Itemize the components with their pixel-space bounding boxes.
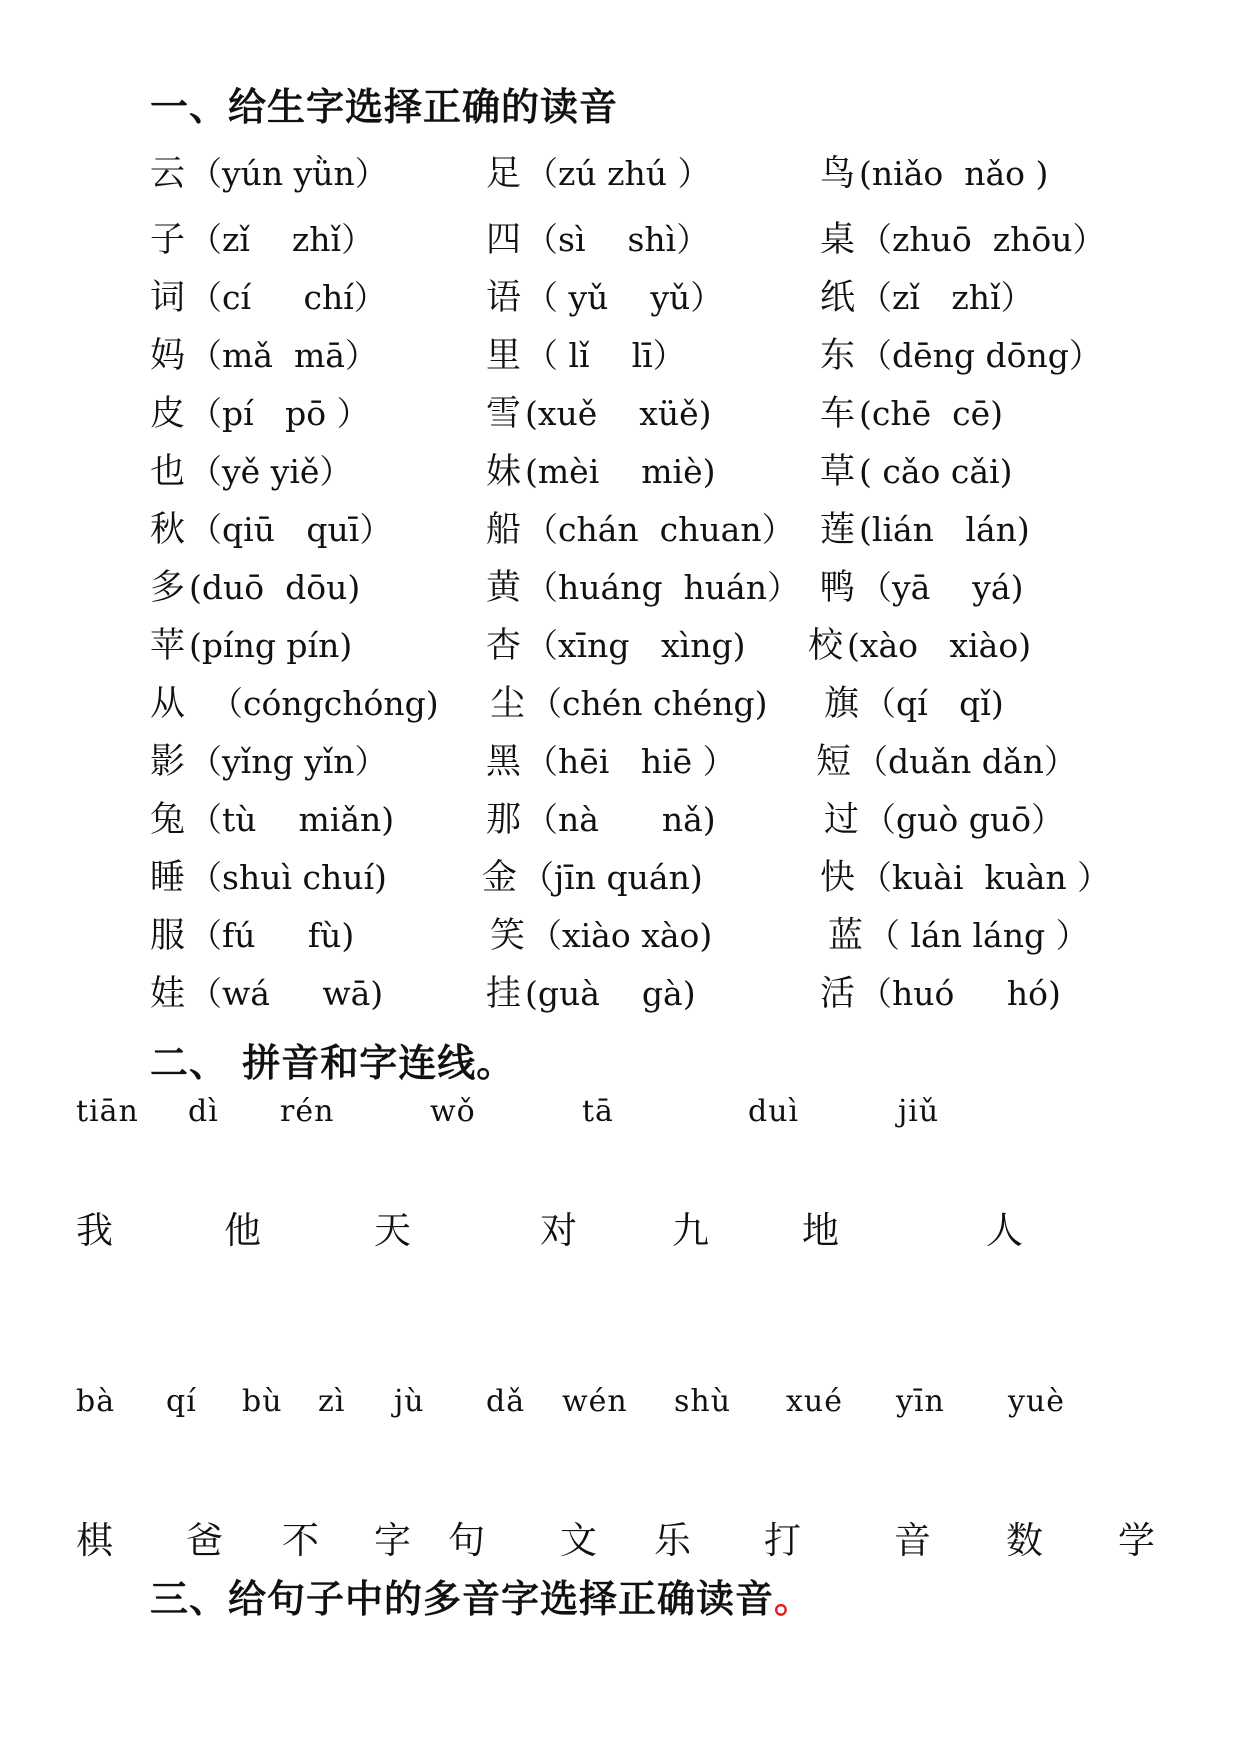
hanzi-char: 船: [486, 510, 522, 550]
pinyin-item: yīn: [896, 1384, 945, 1419]
char-reading-item: [150, 386, 370, 436]
hanzi-item: 我: [76, 1209, 113, 1252]
char-reading-item: [486, 966, 696, 1016]
char-reading-item: [820, 270, 1034, 320]
hanzi-char: 活: [820, 974, 856, 1014]
pinyin-options: （tù miǎn): [189, 800, 395, 839]
hanzi-char: 语: [486, 278, 522, 318]
pinyin-options: （sì shì）: [525, 220, 710, 259]
hanzi-char: 纸: [820, 278, 856, 318]
pinyin-options: （xiào xào): [529, 916, 713, 955]
hanzi-item: 不: [282, 1519, 319, 1562]
pinyin-options: （zǐ zhǐ）: [189, 220, 375, 259]
hanzi-char: 雪: [486, 394, 522, 434]
pinyin-options: （guò guō）: [863, 800, 1064, 839]
char-reading-item: [486, 212, 709, 262]
pinyin-item: zì: [318, 1384, 346, 1419]
pinyin-item: dì: [188, 1094, 219, 1129]
pinyin-options: （wá wā): [189, 974, 384, 1013]
hanzi-item: 天: [374, 1209, 411, 1252]
char-reading-item: [486, 792, 716, 842]
hanzi-char: 黄: [486, 568, 522, 608]
char-reading-item: [486, 502, 795, 552]
hanzi-char: 秋: [150, 510, 186, 550]
char-reading-item: [486, 618, 745, 668]
section1-title: 一、给生字选择正确的读音: [150, 85, 619, 129]
hanzi-char: 妈: [150, 336, 186, 376]
hanzi-char: 那: [486, 800, 522, 840]
pinyin-options: （yě yiě）: [189, 452, 353, 491]
pinyin-options: （hēi hiē ）: [525, 742, 736, 781]
pinyin-options: (chē cē): [859, 394, 1004, 433]
hanzi-char: 也: [150, 452, 186, 492]
pinyin-options: （ lǐ lī）: [525, 336, 686, 375]
pinyin-options: (lián lán): [859, 510, 1030, 549]
hanzi-char: 服: [150, 916, 186, 956]
char-reading-item: [490, 908, 712, 958]
char-reading-item: [150, 328, 378, 378]
char-reading-item: [150, 212, 374, 262]
pinyin-options: (duō dōu): [189, 568, 361, 607]
hanzi-char: 车: [820, 394, 856, 434]
hanzi-char: 桌: [820, 220, 856, 260]
char-reading-item: [150, 792, 394, 842]
char-reading-item: [150, 908, 354, 958]
hanzi-char: 短: [816, 742, 852, 782]
char-reading-item: [824, 676, 1004, 726]
pinyin-options: （kuài kuàn ）: [859, 858, 1111, 897]
char-reading-item: [150, 146, 388, 196]
hanzi-item: 棋: [76, 1519, 113, 1562]
char-reading-item: [150, 270, 387, 320]
hanzi-char: 里: [486, 336, 522, 376]
char-reading-item: [820, 966, 1061, 1016]
hanzi-item: 对: [540, 1209, 577, 1252]
pinyin-options: （qí qǐ): [863, 684, 1004, 723]
hanzi-char: 云: [150, 154, 186, 194]
pinyin-item: qí: [166, 1384, 197, 1419]
hanzi-char: 尘: [490, 684, 526, 724]
char-reading-item: [820, 560, 1023, 610]
hanzi-char: 鸭: [820, 568, 856, 608]
pinyin-item: bà: [76, 1384, 116, 1419]
pinyin-options: （huáng huán）: [525, 568, 800, 607]
pinyin-options: （zǐ zhǐ）: [859, 278, 1034, 317]
char-reading-item: [486, 560, 800, 610]
pinyin-options: （mǎ mā）: [189, 336, 378, 375]
char-reading-item: [486, 146, 711, 196]
pinyin-options: （pí pō ）: [189, 394, 370, 433]
hanzi-char: 兔: [150, 800, 186, 840]
hanzi-char: 睡: [150, 858, 186, 898]
hanzi-item: 打: [764, 1519, 801, 1562]
char-reading-item: [486, 386, 712, 436]
hanzi-char: 挂: [486, 974, 522, 1014]
pinyin-item: duì: [748, 1094, 800, 1129]
hanzi-item: 九: [672, 1209, 709, 1252]
pinyin-options: （yǐng yǐn）: [189, 742, 388, 781]
pinyin-options: （chén chéng): [529, 684, 768, 723]
char-reading-item: [150, 734, 388, 784]
pinyin-options: （yún yǜn）: [189, 154, 388, 193]
pinyin-options: （shuì chuí): [189, 858, 387, 897]
char-reading-item: [820, 212, 1106, 262]
hanzi-item: 地: [802, 1209, 839, 1252]
hanzi-char: 四: [486, 220, 522, 260]
char-reading-item: [820, 850, 1110, 900]
pinyin-item: jù: [394, 1384, 425, 1419]
hanzi-char: 子: [150, 220, 186, 260]
hanzi-item: 字: [374, 1519, 411, 1562]
hanzi-char: 金: [482, 858, 518, 898]
hanzi-char: 词: [150, 278, 186, 318]
hanzi-char: 校: [808, 626, 844, 666]
pinyin-options: (niǎo nǎo ): [859, 154, 1049, 193]
hanzi-item: 人: [986, 1209, 1023, 1252]
pinyin-options: （zhuō zhōu）: [859, 220, 1106, 259]
pinyin-item: xué: [786, 1384, 843, 1419]
hanzi-item: 学: [1118, 1519, 1155, 1562]
hanzi-char: 皮: [150, 394, 186, 434]
pinyin-options: （ lán láng ）: [867, 916, 1089, 955]
pinyin-options: (mèi miè): [525, 452, 716, 491]
char-reading-item: [820, 386, 1003, 436]
hanzi-item: 爸: [186, 1519, 223, 1562]
hanzi-char: 苹: [150, 626, 186, 666]
hanzi-char: 草: [820, 452, 856, 492]
char-reading-item: [150, 502, 392, 552]
hanzi-item: 乐: [654, 1519, 691, 1562]
pinyin-item: wén: [562, 1384, 628, 1419]
char-reading-item: [486, 270, 723, 320]
hanzi-char: 从: [150, 684, 186, 724]
char-reading-item: [808, 618, 1031, 668]
pinyin-options: （duǎn dǎn）: [855, 742, 1077, 781]
char-reading-item: [486, 444, 715, 494]
hanzi-char: 蓝: [828, 916, 864, 956]
pinyin-options: （cóngchóng): [189, 684, 439, 723]
char-reading-item: [150, 444, 352, 494]
pinyin-options: ( cǎo cǎi): [859, 452, 1013, 491]
hanzi-char: 旗: [824, 684, 860, 724]
char-reading-item: [820, 146, 1048, 196]
hanzi-char: 快: [820, 858, 856, 898]
pinyin-options: （zú zhú ）: [525, 154, 711, 193]
pinyin-options: （nà nǎ): [525, 800, 716, 839]
hanzi-item: 文: [560, 1519, 597, 1562]
pinyin-item: rén: [280, 1094, 335, 1129]
pinyin-options: （jīn quán): [521, 858, 703, 897]
pinyin-options: (xào xiào): [847, 626, 1032, 665]
char-reading-item: [820, 502, 1030, 552]
hanzi-char: 东: [820, 336, 856, 376]
pinyin-item: tiān: [76, 1094, 139, 1129]
hanzi-char: 杏: [486, 626, 522, 666]
hanzi-char: 足: [486, 154, 522, 194]
hanzi-char: 笑: [490, 916, 526, 956]
pinyin-options: （dēng dōng）: [859, 336, 1102, 375]
pinyin-options: （cí chí）: [189, 278, 387, 317]
char-reading-item: [150, 676, 439, 726]
char-reading-item: [150, 560, 360, 610]
hanzi-char: 妹: [486, 452, 522, 492]
hanzi-item: 数: [1006, 1519, 1043, 1562]
char-reading-item: [816, 734, 1077, 784]
char-reading-item: [150, 966, 383, 1016]
char-reading-item: [820, 328, 1102, 378]
section2-title: 二、 拼音和字连线。: [150, 1041, 516, 1085]
char-reading-item: [824, 792, 1064, 842]
pinyin-options: （xīng xìng): [525, 626, 746, 665]
pinyin-options: （fú fù): [189, 916, 355, 955]
section3-title-period: 。: [774, 1577, 814, 1621]
section3-title: [150, 1568, 813, 1623]
char-reading-item: [150, 618, 352, 668]
hanzi-item: 他: [224, 1209, 261, 1252]
char-reading-item: [828, 908, 1089, 958]
pinyin-item: dǎ: [486, 1384, 526, 1419]
hanzi-char: 多: [150, 568, 186, 608]
hanzi-item: 音: [894, 1519, 931, 1562]
hanzi-item: 句: [448, 1519, 485, 1562]
hanzi-char: 黑: [486, 742, 522, 782]
pinyin-item: bù: [242, 1384, 283, 1419]
pinyin-item: yuè: [1008, 1384, 1066, 1419]
char-reading-item: [150, 850, 387, 900]
pinyin-item: tā: [582, 1094, 614, 1129]
char-reading-item: [486, 734, 736, 784]
hanzi-char: 过: [824, 800, 860, 840]
char-reading-item: [482, 850, 703, 900]
pinyin-item: wǒ: [430, 1094, 476, 1129]
pinyin-options: (xuě xüě): [525, 394, 712, 433]
pinyin-options: (píng pín): [189, 626, 353, 665]
hanzi-char: 莲: [820, 510, 856, 550]
pinyin-options: （yā yá): [859, 568, 1024, 607]
section3-title-text: 三、给句子中的多音字选择正确读音: [150, 1577, 775, 1621]
char-reading-item: [820, 444, 1012, 494]
pinyin-item: jiǔ: [898, 1094, 940, 1129]
hanzi-char: 影: [150, 742, 186, 782]
pinyin-options: （huó hó): [859, 974, 1061, 1013]
char-reading-item: [490, 676, 768, 726]
pinyin-options: （qiū quī）: [189, 510, 393, 549]
pinyin-options: （ yǔ yǔ）: [525, 278, 724, 317]
pinyin-options: （chán chuan）: [525, 510, 795, 549]
hanzi-char: 娃: [150, 974, 186, 1014]
pinyin-options: (guà gà): [525, 974, 696, 1013]
pinyin-item: shù: [674, 1384, 732, 1419]
hanzi-char: 鸟: [820, 154, 856, 194]
char-reading-item: [486, 328, 686, 378]
